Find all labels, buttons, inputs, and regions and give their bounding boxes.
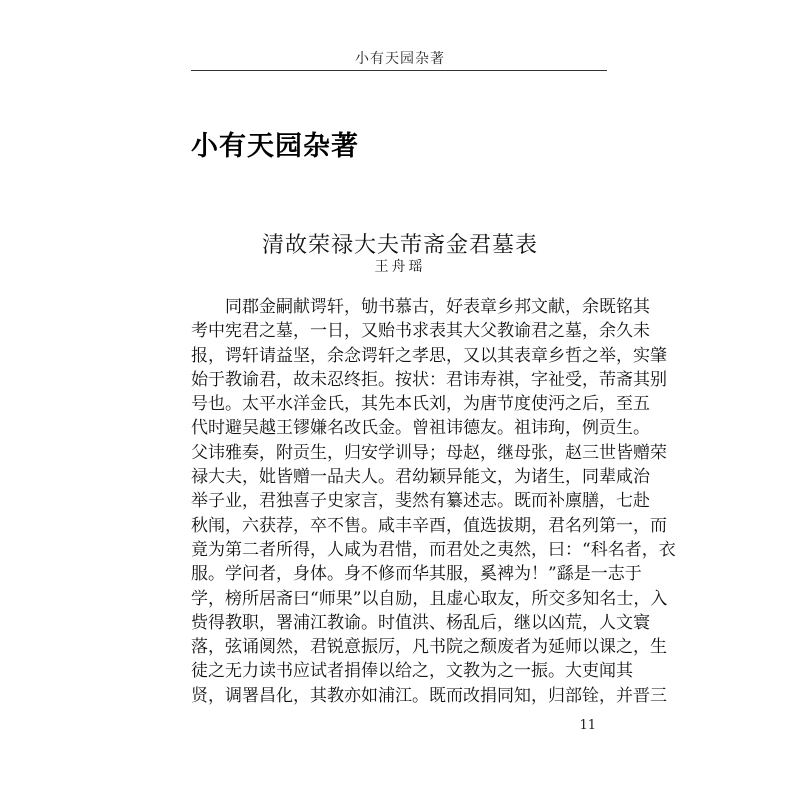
text-line: 同郡金嗣献谔轩，劬书慕古，好表章乡邦文献，余既铭其 [191,297,650,317]
page-number: 11 [579,718,596,733]
header-rule [191,70,607,71]
text-line: 赀得教职，署浦江教谕。时值洪、杨乱后，继以凶荒，人文寰 [191,612,650,633]
running-head: 小有天园杂著 [355,51,445,67]
section-title: 小有天园杂著 [191,131,359,162]
body-text [191,295,676,708]
text-line: 代时避吴越王镠嫌名改氏金。曾祖讳德友。祖讳珣，例贡生。 [191,418,650,439]
text-line: 报，谔轩请益坚，余念谔轩之孝思，又以其表章乡哲之举，实肇 [191,345,667,366]
text-line: 服。学问者，身体。身不修而华其服，奚裨为！”繇是一志于 [191,564,642,585]
text-line: 贤，调署昌化，其教亦如浦江。既而改捐同知，归部铨，并晋三 [191,685,667,706]
text-line: 学，榜所居斋曰“师果”以自励，且虚心取友，所交多知名士，入 [191,588,668,609]
text-line: 父讳雅奏，附贡生，归安学训导；母赵，继母张，赵三世皆赠荣 [191,442,667,463]
text-line: 禄大夫，妣皆赠一品夫人。君幼颖异能文，为诸生，同辈咸治 [191,467,650,488]
author-name: 王舟瑶 [374,259,426,275]
text-line: 秋闱，六获荐，卒不售。咸丰辛酉，值选拔期，君名列第一，而 [191,515,667,536]
text-line: 号也。太平水洋金氏，其先本氏刘，为唐节度使沔之后，至五 [191,394,650,415]
text-line: 徒之无力读书应试者捐俸以给之，文教为之一振。大吏闻其 [191,661,633,682]
text-line: 始于教谕君，故未忍终拒。按状：君讳寿祺，字祉受，芾斋其别 [191,369,667,390]
article-title: 清故荣禄大夫芾斋金君墓表 [261,233,538,258]
text-line: 落，弦诵阒然，君锐意振厉，凡书院之颓废者为延师以课之，生 [191,637,667,658]
text-line: 竟为第二者所得，人咸为君惜，而君处之夷然，曰：“科名者，衣 [191,539,676,560]
text-line: 举子业，君独喜子史家言，斐然有纂述志。既而补廪膳，七赴 [191,491,650,512]
text-line: 考中宪君之墓，一日，又贻书求表其大父教谕君之墓，余久未 [191,321,650,342]
